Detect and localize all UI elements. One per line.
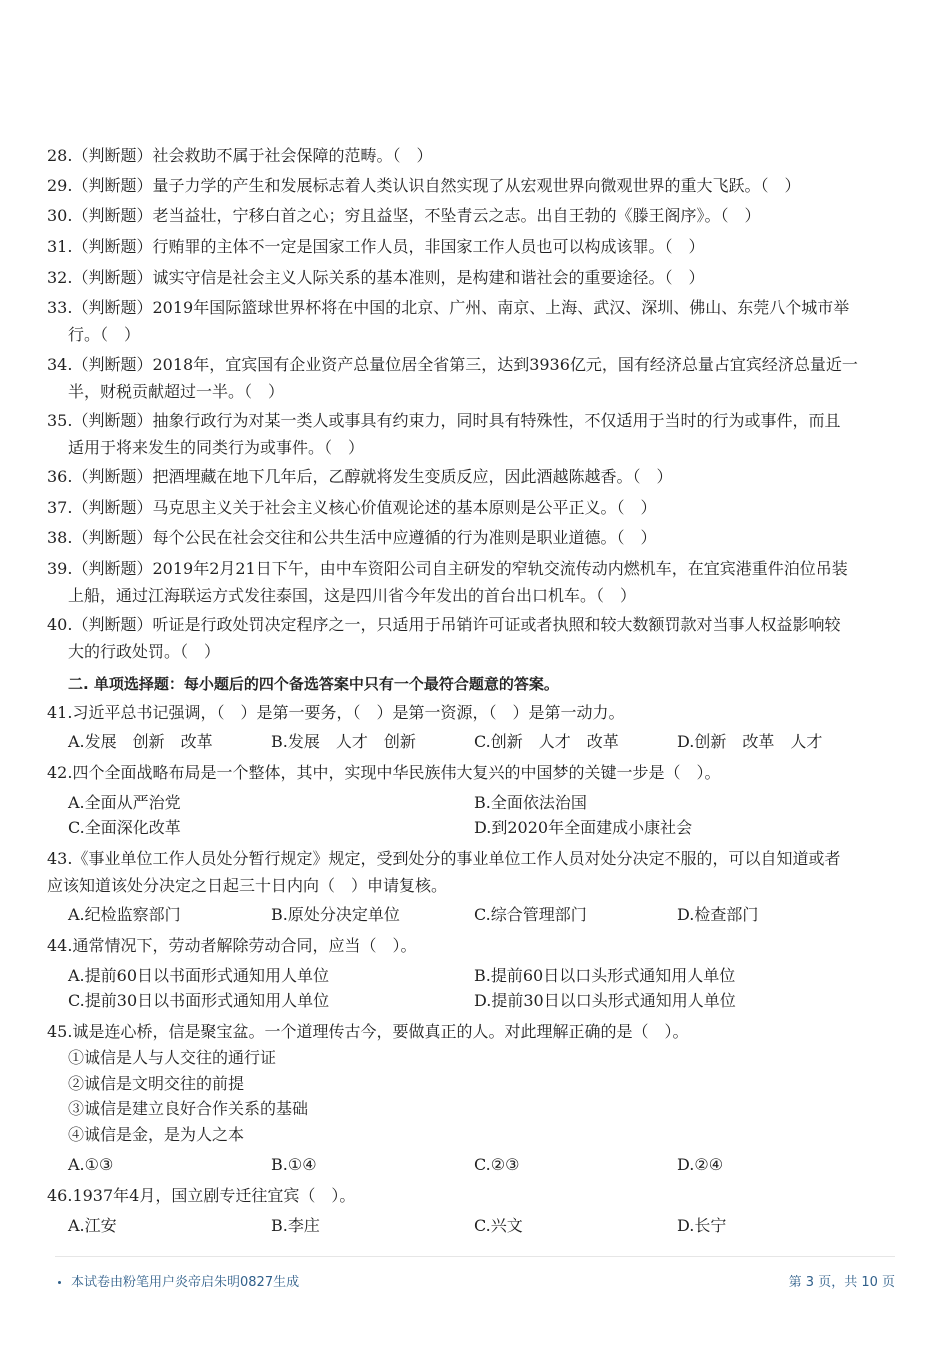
option-46-c: C.兴文 [474, 1216, 523, 1235]
option-44-d: D.提前30日以口头形式通知用人单位 [474, 991, 736, 1010]
option-41-b: B.发展 人才 创新 [271, 732, 416, 751]
statement-45-2: ②诚信是文明交往的前提 [68, 1074, 245, 1093]
question-43: 43.《事业单位工作人员处分暂行规定》规定，受到处分的事业单位工作人员对处分决定不服的，可以自知道或者 应该知道该处分决定之日起三十日内向（ ）申请复核。 [47, 849, 841, 895]
question-32: 32.（判断题）诚实守信是社会主义人际关系的基本准则，是构建和谐社会的重要途径。（ ） [47, 268, 705, 287]
question-31: 31.（判断题）行贿罪的主体不一定是国家工作人员，非国家工作人员也可以构成该罪。（ ） [47, 237, 705, 256]
question-42: 42.四个全面战略布局是一个整体，其中，实现中华民族伟大复兴的中国梦的关键一步是（ ）。 [47, 763, 721, 782]
option-43-d: D.检查部门 [677, 905, 759, 924]
question-38: 38.（判断题）每个公民在社会交往和公共生活中应遵循的行为准则是职业道德。（ ） [47, 528, 657, 547]
page-number: 第 3 页，共 10 页 [788, 1275, 895, 1290]
question-30: 30.（判断题）老当益壮，宁移白首之心；穷且益坚，不坠青云之志。出自王勃的《滕王阁序》。（ ） [47, 206, 761, 225]
statement-45-4: ④诚信是金，是为人之本 [68, 1125, 245, 1144]
option-46-a: A.江安 [68, 1216, 117, 1235]
option-42-d: D.到2020年全面建成小康社会 [474, 818, 693, 837]
option-41-d: D.创新 改革 人才 [677, 732, 823, 751]
question-39: 39.（判断题）2019年2月21日下午，由中车资阳公司自主研发的窄轨交流传动内燃机车，在宜宾港重件泊位吊装 上船，通过江海联运方式发往泰国，这是四川省今年发出的首台出口机车。（ ） [47, 559, 848, 605]
option-41-c: C.创新 人才 改革 [474, 732, 619, 751]
question-40: 40.（判断题）听证是行政处罚决定程序之一，只适用于吊销许可证或者执照和较大数额罚款对当事人权益影响较 大的行政处罚。（ ） [47, 615, 841, 661]
question-41: 41.习近平总书记强调，（ ）是第一要务，（ ）是第一资源，（ ）是第一动力。 [47, 703, 625, 722]
option-45-b: B.①④ [271, 1155, 317, 1174]
question-37: 37.（判断题）马克思主义关于社会主义核心价值观论述的基本原则是公平正义。（ ） [47, 498, 657, 517]
question-45: 45.诚是连心桥，信是聚宝盆。一个道理传古今，要做真正的人。对此理解正确的是（ ）。 [47, 1022, 689, 1041]
question-36: 36.（判断题）把酒埋藏在地下几年后，乙醇就将发生变质反应，因此酒越陈越香。（ ） [47, 467, 673, 486]
option-46-b: B.李庄 [271, 1216, 320, 1235]
question-33: 33.（判断题）2019年国际篮球世界杯将在中国的北京、广州、南京、上海、武汉、深圳、佛山、东莞八个城市举 行。（ ） [47, 298, 850, 344]
option-42-a: A.全面从严治党 [68, 793, 181, 812]
option-44-a: A.提前60日以书面形式通知用人单位 [68, 966, 330, 985]
option-46-d: D.长宁 [677, 1216, 727, 1235]
option-45-a: A.①③ [68, 1155, 114, 1174]
option-42-b: B.全面依法治国 [474, 793, 587, 812]
bullet-dot-icon [58, 1281, 61, 1284]
question-28: 28.（判断题）社会救助不属于社会保障的范畴。（ ） [47, 146, 433, 165]
option-44-b: B.提前60日以口头形式通知用人单位 [474, 966, 736, 985]
option-43-c: C.综合管理部门 [474, 905, 587, 924]
statement-45-3: ③诚信是建立良好合作关系的基础 [68, 1099, 309, 1118]
option-44-c: C.提前30日以书面形式通知用人单位 [68, 991, 330, 1010]
statement-45-1: ①诚信是人与人交往的通行证 [68, 1048, 277, 1067]
option-43-b: B.原处分决定单位 [271, 905, 400, 924]
option-43-a: A.纪检监察部门 [68, 905, 181, 924]
option-45-d: D.②④ [677, 1155, 724, 1174]
option-41-a: A.发展 创新 改革 [68, 732, 213, 751]
question-44: 44.通常情况下，劳动者解除劳动合同，应当（ ）。 [47, 936, 417, 955]
option-45-c: C.②③ [474, 1155, 520, 1174]
question-34: 34.（判断题）2018年，宜宾国有企业资产总量位居全省第三，达到3936亿元，国有经济总量占宜宾经济总量近一 半，财税贡献超过一半。（ ） [47, 355, 858, 401]
question-29: 29.（判断题）量子力学的产生和发展标志着人类认识自然实现了从宏观世界向微观世界的重大飞跃。（ ） [47, 176, 801, 195]
question-35: 35.（判断题）抽象行政行为对某一类人或事具有约束力，同时具有特殊性，不仅适用于当时的行为或事件，而且 适用于将来发生的同类行为或事件。（ ） [47, 411, 841, 457]
question-46: 46.1937年4月，国立剧专迁往宜宾（ ）。 [47, 1186, 356, 1205]
footer-divider [55, 1256, 895, 1257]
option-42-c: C.全面深化改革 [68, 818, 181, 837]
section-heading-single-choice: 二. 单项选择题：每小题后的四个备选答案中只有一个最符合题意的答案。 [68, 675, 559, 693]
footer-generated-note: 本试卷由粉笔用户炎帝启朱明0827生成 [58, 1271, 299, 1290]
